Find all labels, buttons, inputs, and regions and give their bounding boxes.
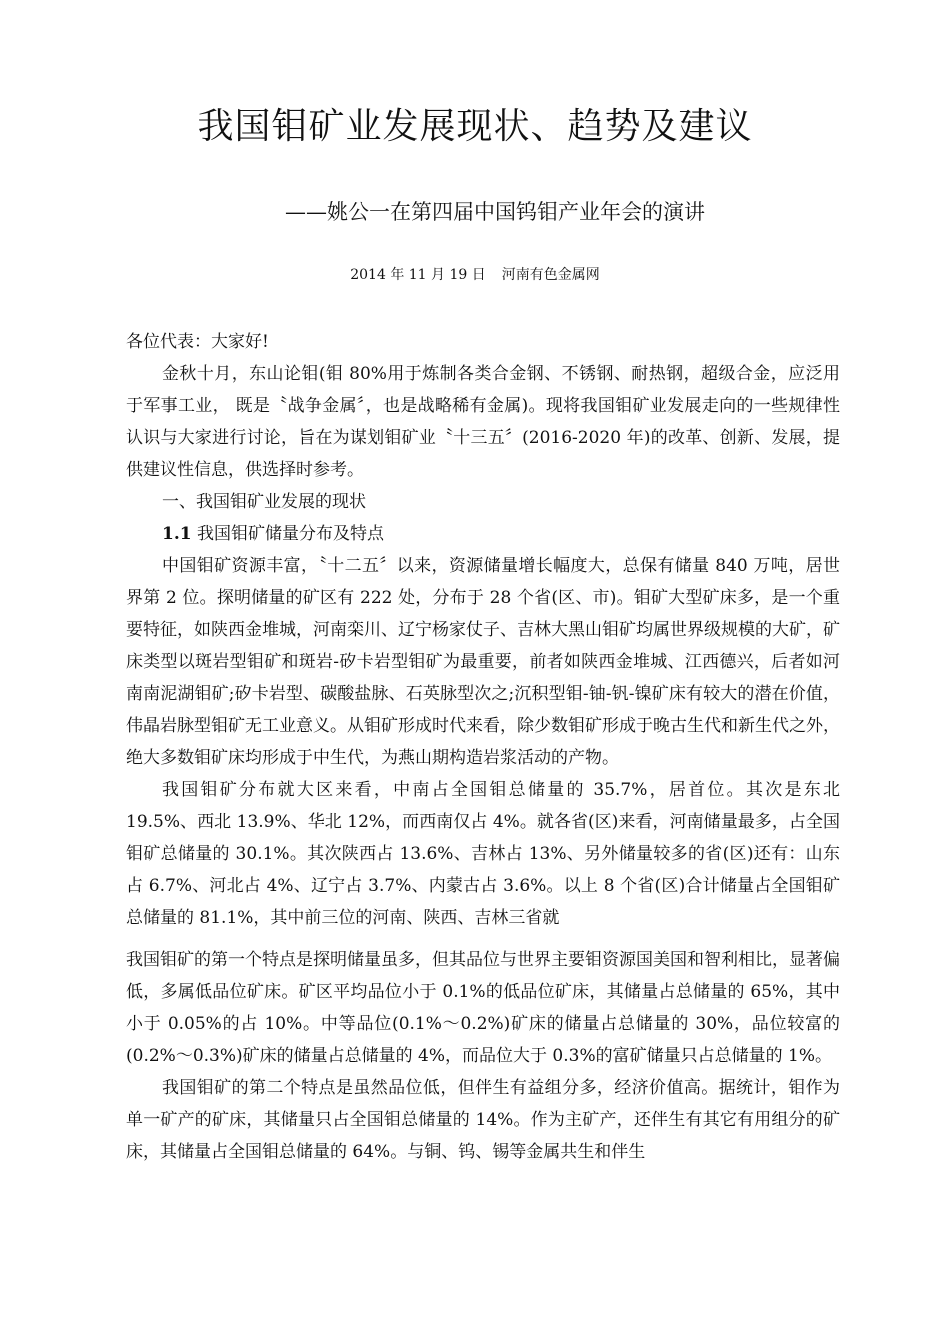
greeting: 各位代表：大家好!	[126, 332, 269, 352]
document-title: 我国钼矿业发展现状、趋势及建议	[197, 106, 753, 147]
paragraph-intro: 金秋十月，东山论钼(钼 80%用于炼制各类合金钢、不锈钢、耐热钢，超级合金，应泛用于军事工业， 既是〝战争金属〞，也是战略稀有金属)。现将我国钼矿业发展走向的一些规律性认识与大家进行讨论，旨在为谋划钼矿业〝十三五〞(2016-2020 年)的改革、创新、发展，提供建议性信息，供选择时参考。	[126, 364, 840, 480]
section-heading-1: 一、我国钼矿业发展的现状	[162, 492, 366, 512]
paragraph-feature-2: 我国钼矿的第二个特点是虽然品位低，但伴生有益组分多，经济价值高。据统计，钼作为单一矿产的矿床，其储量只占全国钼总储量的 14%。作为主矿产，还伴生有其它有用组分的矿床，其储量占全国钼总储量的 64%。与铜、钨、锡等金属共生和伴生	[126, 1078, 840, 1162]
dateline	[0, 264, 950, 284]
source-name: 河南有色金属网	[501, 267, 600, 283]
document-subtitle: ——姚公一在第四届中国钨钼产业年会的演讲	[285, 200, 705, 224]
document-body	[126, 326, 840, 1168]
section-heading-text: 我国钼矿储量分布及特点	[191, 524, 384, 544]
section-heading-1-1	[126, 518, 840, 550]
section-number: 1.1	[162, 524, 192, 544]
paragraph-reserves: 中国钼矿资源丰富，〝十二五〞以来，资源储量增长幅度大，总保有储量 840 万吨，居世界第 2 位。探明储量的矿区有 222 处，分布于 28 个省(区、市)。钼矿大型矿床多，是一个重要特征，如陕西金堆城，河南栾川、辽宁杨家仗子、吉林大黑山钼矿均属世界级规模的大矿，矿床类型以斑岩型钼矿和斑岩-矽卡岩型钼矿为最重要，前者如陕西金堆城、江西德兴，后者如河南南泥湖钼矿;矽卡岩型、碳酸盐脉、石英脉型次之;沉积型钼-铀-钒-镍矿床有较大的潜在价值，伟晶岩脉型钼矿无工业意义。从钼矿形成时代来看，除少数钼矿形成于晚古生代和新生代之外，绝大多数钼矿床均形成于中生代，为燕山期构造岩浆活动的产物。	[126, 556, 840, 768]
paragraph-feature-1: 我国钼矿的第一个特点是探明储量虽多，但其品位与世界主要钼资源国美国和智利相比，显著偏低，多属低品位矿床。矿区平均品位小于 0.1%的低品位矿床，其储量占总储量的 65%，其中小于 0.05%的占 10%。中等品位(0.1%～0.2%)矿床的储量占总储量的 30%，品位较富的(0.2%～0.3%)矿床的储量占总储量的 4%，而品位大于 0.3%的富矿储量只占总储量的 1%。	[126, 950, 840, 1066]
publish-date: 2014 年 11 月 19 日	[350, 267, 486, 283]
paragraph-distribution: 我国钼矿分布就大区来看，中南占全国钼总储量的 35.7%，居首位。其次是东北 19.5%、西北 13.9%、华北 12%，而西南仅占 4%。就各省(区)来看，河南储量最多，占全国钼矿总储量的 30.1%。其次陕西占 13.6%、吉林占 13%、另外储量较多的省(区)还有：山东占 6.7%、河北占 4%、辽宁占 3.7%、内蒙古占 3.6%。以上 8 个省(区)合计储量占全国钼矿总储量的 81.1%，其中前三位的河南、陕西、吉林三省就	[126, 780, 840, 928]
